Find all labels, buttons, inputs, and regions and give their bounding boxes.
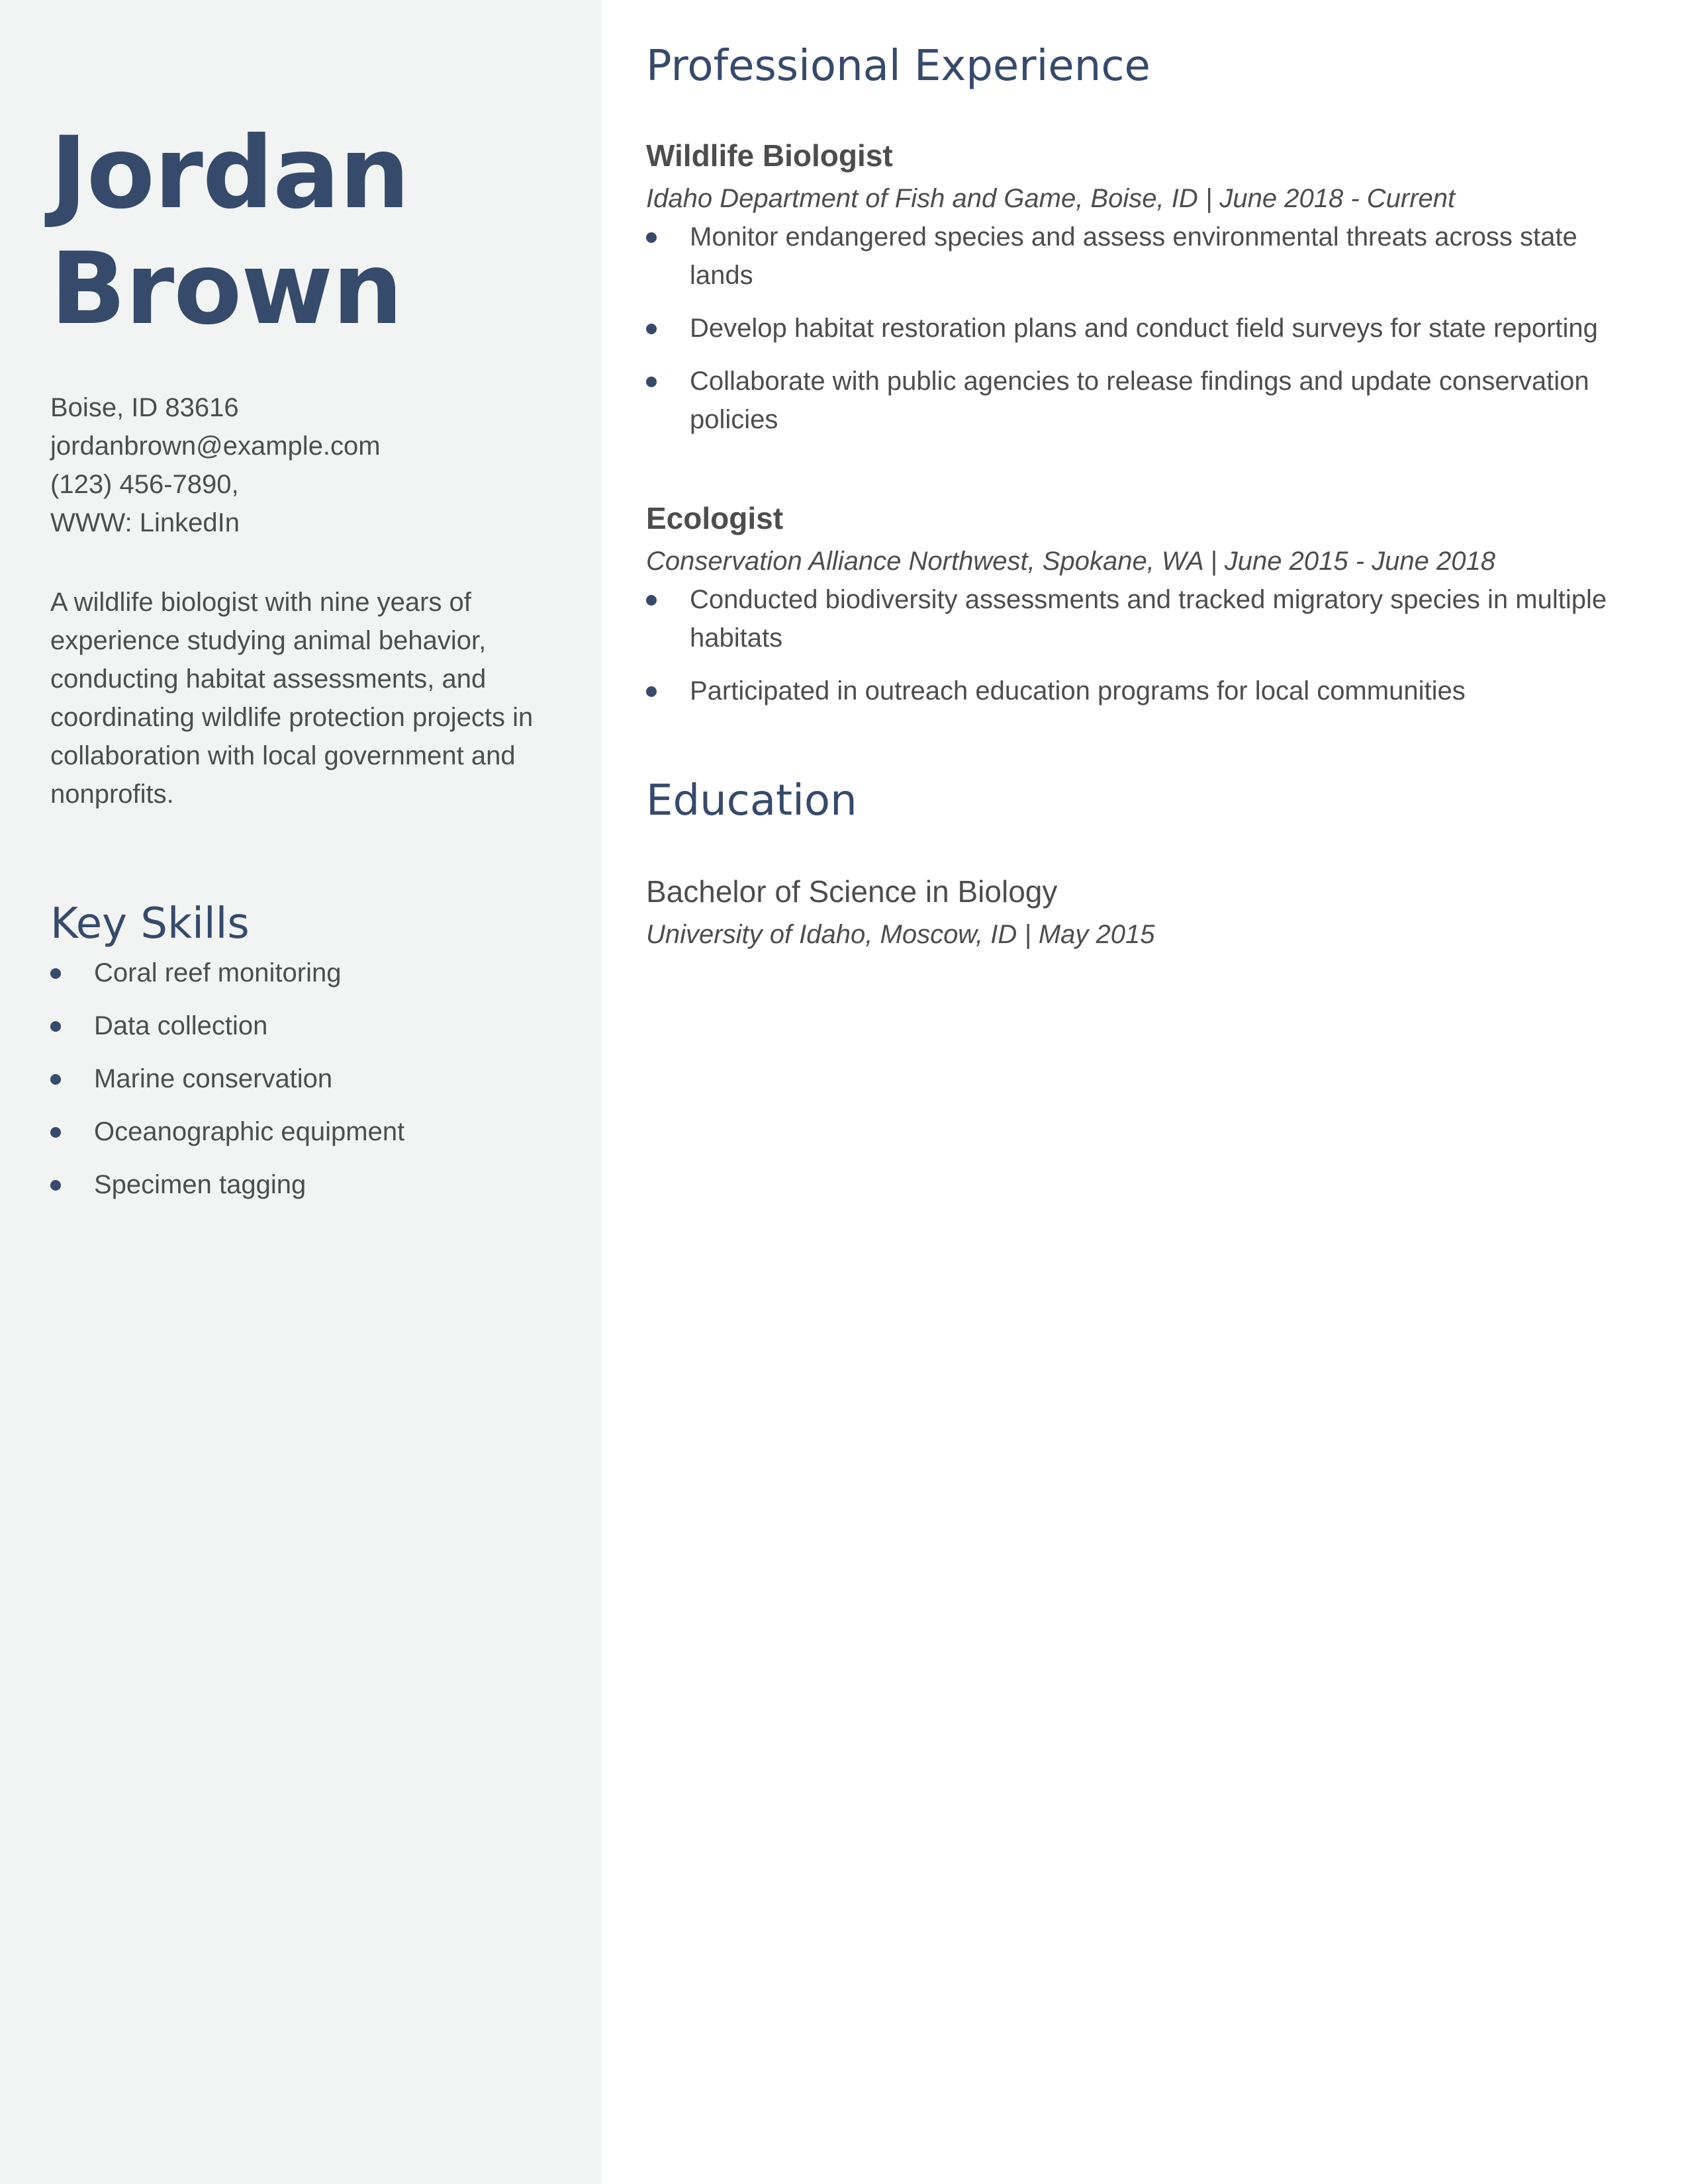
job-entry (646, 497, 1628, 710)
bullet-icon (646, 377, 657, 387)
job-bullet (646, 309, 1628, 347)
bullet-icon (50, 968, 61, 979)
sidebar (0, 0, 601, 2184)
skill-item (50, 1113, 555, 1151)
job-bullets (646, 580, 1628, 710)
bullet-icon (646, 324, 657, 334)
contact-location: Boise, ID 83616 (50, 393, 239, 422)
contact-info (50, 388, 555, 542)
contact-phone: (123) 456-7890, (50, 470, 239, 499)
job-employer-dates: Conservation Alliance Northwest, Spokane, WA | June 2015 - June 2018 (646, 547, 1495, 576)
job-bullet (646, 580, 1628, 657)
key-skills-heading: Key Skills (50, 899, 250, 948)
contact-email: jordanbrown@example.com (50, 432, 381, 461)
main-content (601, 0, 1688, 2184)
first-name: Jordan (50, 116, 410, 231)
job-bullet-text: Develop habitat restoration plans and conduct field surveys for state reporting (690, 314, 1598, 343)
skill-item (50, 1060, 555, 1098)
last-name: Brown (50, 232, 402, 347)
bullet-icon (646, 595, 657, 606)
skill-label: Marine conservation (94, 1064, 333, 1093)
professional-summary: A wildlife biologist with nine years of experience studying animal behavior, conducting habitat assessments, and coordinating wildlife protection projects in collaboration with local government and nonprofits. (50, 588, 534, 809)
skill-label: Specimen tagging (94, 1170, 306, 1199)
job-bullets (646, 218, 1628, 439)
bullet-icon (646, 686, 657, 697)
bullet-icon (50, 1127, 61, 1138)
skills-list (50, 954, 555, 1204)
job-title: Wildlife Biologist (646, 138, 893, 173)
contact-web: WWW: LinkedIn (50, 508, 240, 537)
job-bullet (646, 362, 1628, 439)
skill-item (50, 954, 555, 992)
school-details: University of Idaho, Moscow, ID | May 2015 (646, 920, 1155, 949)
skill-item (50, 1165, 555, 1204)
bullet-icon (50, 1074, 61, 1085)
job-bullet (646, 218, 1628, 295)
education-heading: Education (646, 776, 857, 825)
job-entry (646, 134, 1628, 439)
job-bullet-text: Conducted biodiversity assessments and tracked migratory species in multiple habitats (690, 585, 1607, 653)
bullet-icon (50, 1021, 61, 1032)
job-employer-dates: Idaho Department of Fish and Game, Boise, ID | June 2018 - Current (646, 184, 1456, 213)
bullet-icon (50, 1180, 61, 1191)
bullet-icon (646, 232, 657, 243)
experience-heading: Professional Experience (646, 42, 1150, 91)
job-title: Ecologist (646, 501, 784, 535)
job-bullet (646, 672, 1628, 710)
candidate-name (50, 116, 555, 347)
skill-label: Oceanographic equipment (94, 1117, 405, 1146)
skill-label: Coral reef monitoring (94, 958, 342, 987)
job-bullet-text: Monitor endangered species and assess environmental threats across state lands (690, 222, 1577, 290)
job-bullet-text: Collaborate with public agencies to release findings and update conservation policies (690, 367, 1589, 434)
degree: Bachelor of Science in Biology (646, 874, 1058, 909)
job-bullet-text: Participated in outreach education programs for local communities (690, 676, 1466, 705)
skill-label: Data collection (94, 1011, 268, 1040)
skill-item (50, 1007, 555, 1045)
